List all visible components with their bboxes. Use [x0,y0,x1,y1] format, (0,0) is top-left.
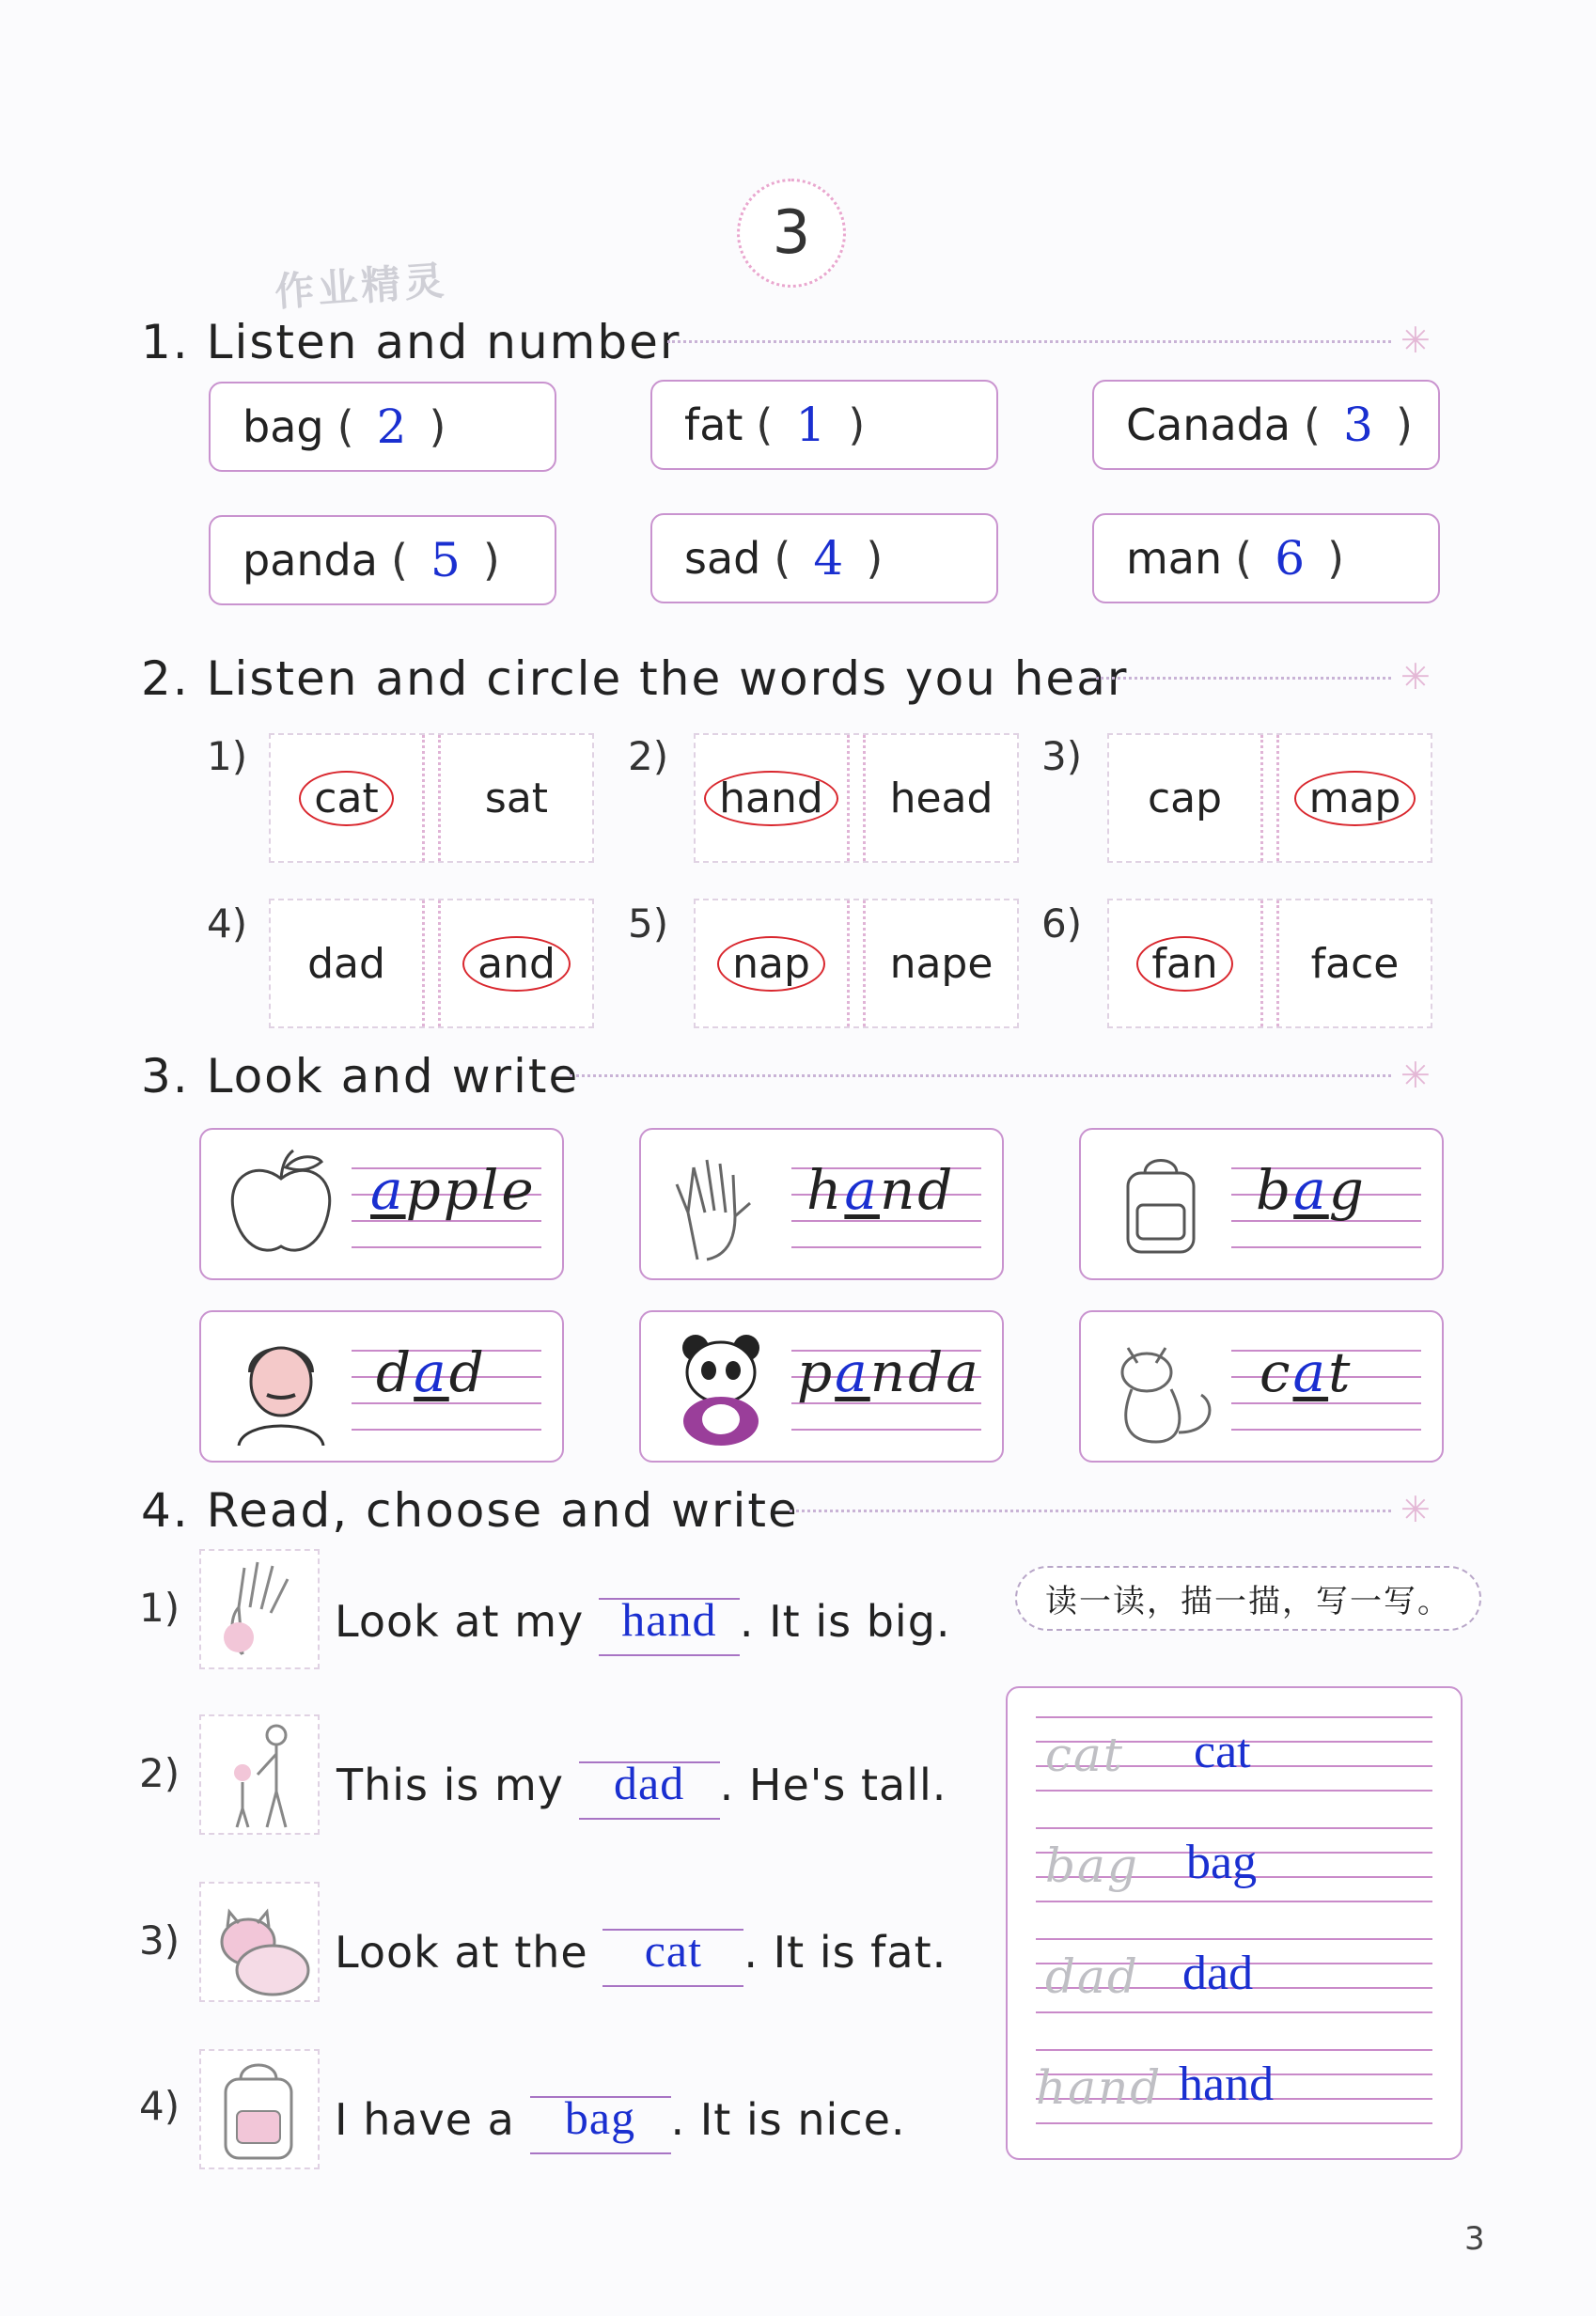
item-number: 2) [139,1750,180,1796]
instruction-bubble: 读一读，描一描，写一写。 [1015,1566,1481,1631]
word-pair [269,899,594,1028]
picture-word-card [1079,1128,1444,1280]
page-number: 3 [1464,2220,1485,2258]
unit-number-badge [737,179,846,288]
word-pair [1107,899,1432,1028]
number-item: panda ( 5 ) [209,515,556,605]
answer-number[interactable]: 4 [813,531,844,586]
answer-blank[interactable]: bag [530,2090,671,2145]
answer-number[interactable]: 3 [1343,398,1373,452]
item-number: 4) [207,900,248,947]
sparkle-icon: ✳ [1400,1489,1431,1530]
item-number: 3) [1041,733,1083,779]
word-pair [269,733,594,863]
written-word[interactable]: cat [1194,1725,1251,1778]
school-bag-icon [199,2049,320,2169]
word-write: cat [1260,1340,1353,1404]
copy-writing-box [1006,1686,1463,2160]
word: Canada [1126,399,1291,450]
picture-word-card [1079,1310,1444,1463]
number-item: sad ( 4 ) [650,513,998,603]
word: panda [243,535,378,586]
sentence: Look at the cat . It is fat. [335,1924,947,1978]
copy-row [1036,2049,1432,2124]
word: man [1126,533,1223,584]
word-write: panda [797,1340,981,1404]
divider [570,1074,1391,1077]
section2-title: 2. Listen and circle the words you hear [141,651,1129,706]
word-option[interactable]: face [1310,939,1400,988]
number-item: man ( 6 ) [1092,513,1440,603]
trace-word: bag [1045,1839,1139,1893]
word-pair [1107,733,1432,863]
word: bag [243,401,324,452]
filled-letter[interactable]: a [835,1340,870,1404]
word-option[interactable]: cap [1147,774,1223,822]
word-option-circled[interactable]: map [1294,771,1416,826]
hand-icon [660,1147,782,1263]
item-number: 3) [139,1917,180,1964]
written-word[interactable]: bag [1186,1836,1258,1889]
item-number: 2) [628,733,669,779]
answer-number[interactable]: 5 [430,533,461,587]
word-pair [694,899,1019,1028]
word-write: hand [806,1158,956,1222]
written-word[interactable]: hand [1179,2058,1275,2111]
word: sad [684,533,761,584]
trace-word: cat [1045,1728,1124,1782]
item-number: 1) [139,1585,180,1631]
number-item: bag ( 2 ) [209,382,556,472]
hand-wave-icon [199,1549,320,1669]
answer-blank[interactable]: cat [602,1923,743,1978]
divider [790,1510,1391,1512]
section1-title: 1. Listen and number [141,315,681,369]
item-number: 5) [628,900,669,947]
sparkle-icon: ✳ [1400,1055,1431,1096]
picture-word-card [639,1128,1004,1280]
filled-letter[interactable]: a [414,1340,449,1404]
word-pair [694,733,1019,863]
copy-row [1036,1938,1432,2013]
sparkle-icon: ✳ [1400,656,1431,697]
father-child-icon [199,1714,320,1835]
trace-word: hand [1036,2060,1163,2115]
word-option[interactable]: dad [307,939,385,988]
sentence: I have a bag . It is nice. [335,2091,906,2145]
word-option-circled[interactable]: hand [704,771,838,826]
section4-title: 4. Read, choose and write [141,1483,799,1538]
word-option-circled[interactable]: and [462,936,571,992]
section3-title: 3. Look and write [141,1049,580,1103]
sentence: Look at my hand . It is big. [335,1593,951,1647]
answer-blank[interactable]: dad [579,1756,720,1810]
word: fat [684,399,743,450]
filled-letter[interactable]: a [370,1158,406,1222]
picture-word-card [639,1310,1004,1463]
word-option[interactable]: sat [484,774,549,822]
sentence: This is my dad . He's tall. [336,1757,947,1810]
item-number: 6) [1041,900,1083,947]
answer-blank[interactable]: hand [599,1592,740,1647]
word-option[interactable]: nape [889,939,994,988]
item-number: 4) [139,2083,180,2129]
word-option-circled[interactable]: fan [1136,936,1232,992]
filled-letter[interactable]: a [844,1158,880,1222]
sparkle-icon: ✳ [1400,320,1431,361]
word-option[interactable]: head [889,774,994,822]
number-item: Canada ( 3 ) [1092,380,1440,470]
man-icon [220,1329,342,1446]
copy-row [1036,1827,1432,1902]
picture-word-card [199,1310,564,1463]
cat-icon [1100,1329,1222,1446]
word-option-circled[interactable]: cat [299,771,393,826]
word-write: apple [370,1158,537,1222]
word-write: bag [1256,1158,1367,1222]
copy-row [1036,1716,1432,1792]
word-option-circled[interactable]: nap [717,936,825,992]
fat-cat-icon [199,1882,320,2002]
word-write: dad [376,1340,487,1404]
answer-number[interactable]: 2 [376,399,407,454]
trace-word: dad [1045,1949,1139,2004]
apple-icon [220,1147,342,1263]
backpack-icon [1100,1147,1222,1263]
divider [1096,677,1391,680]
filled-letter[interactable]: a [1292,1340,1329,1404]
answer-number[interactable]: 6 [1275,531,1306,586]
answer-number[interactable]: 1 [795,398,826,452]
item-number: 1) [207,733,248,779]
number-item: fat ( 1 ) [650,380,998,470]
panda-icon [660,1329,782,1446]
unit-number: 3 [772,198,811,268]
divider [667,340,1391,343]
filled-letter[interactable]: a [1293,1158,1329,1222]
picture-word-card [199,1128,564,1280]
watermark: 作业精灵 [273,257,449,316]
written-word[interactable]: dad [1182,1947,1254,2000]
